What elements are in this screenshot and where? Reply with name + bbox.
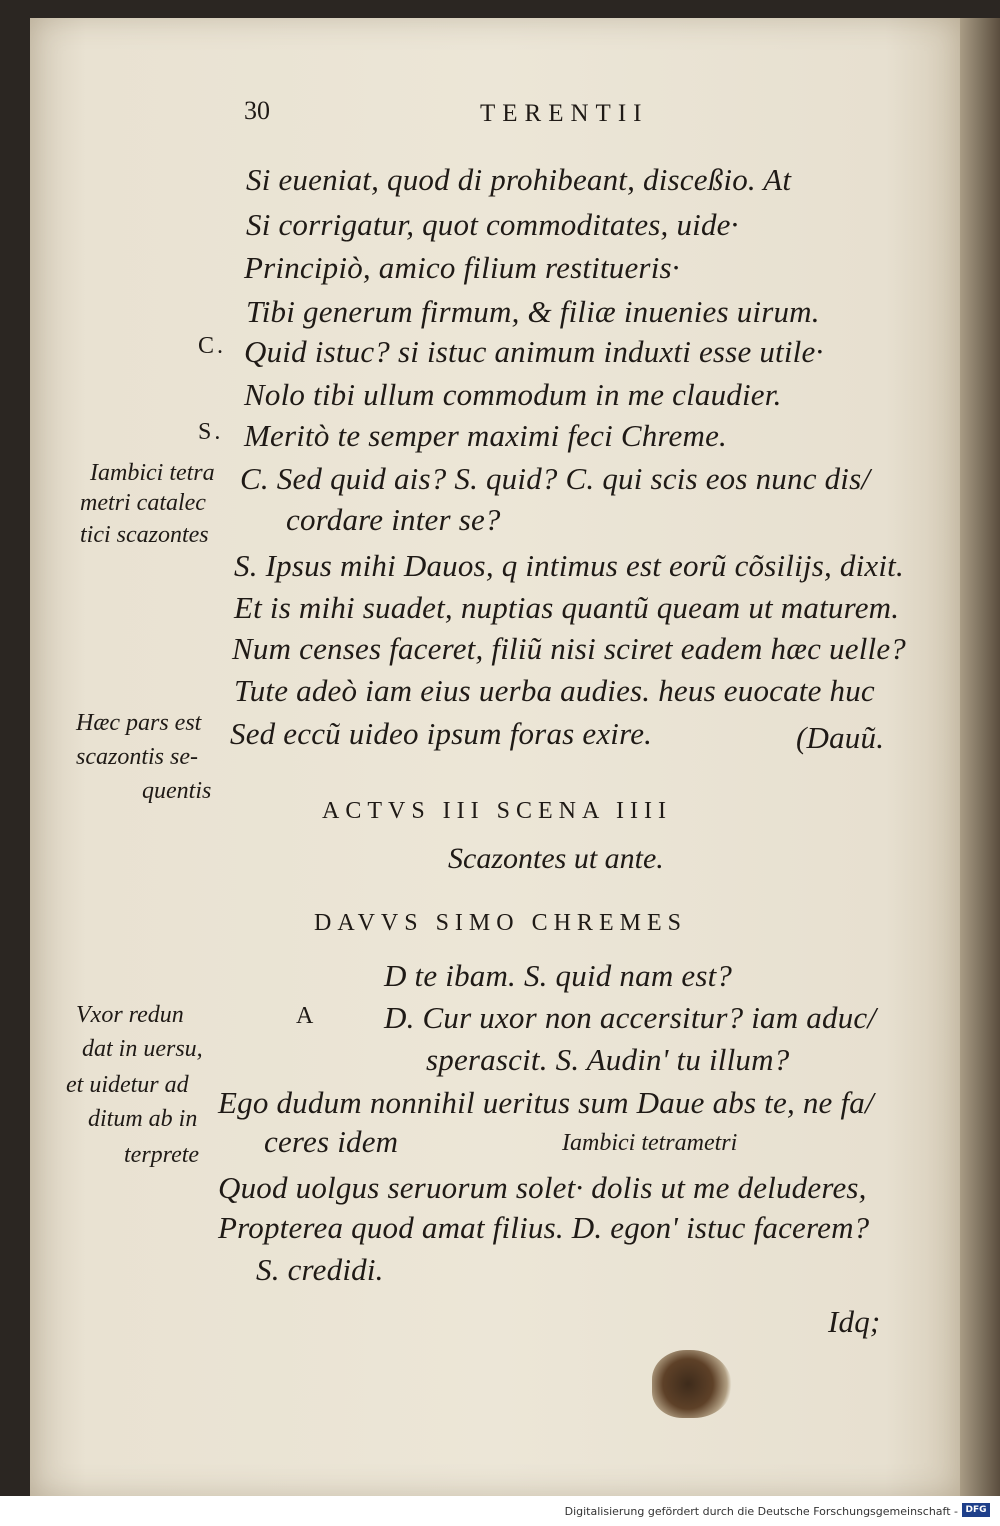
margin-note: Iambici tetra (90, 460, 215, 486)
cast-list: DAVVS SIMO CHREMES (314, 910, 687, 936)
verse-line: S. Ipsus mihi Dauos, q intimus est eorũ cõsilijs, dixit. (234, 548, 904, 583)
margin-note: dat in uersu, (82, 1036, 203, 1062)
verse-line: Quod uolgus seruorum solet· dolis ut me deluderes, (218, 1170, 867, 1205)
meter-note: Iambici tetrametri (562, 1130, 738, 1156)
footer-credit: Digitalisierung gefördert durch die Deutsche Forschungsgemeinschaft - (564, 1505, 958, 1518)
verse-line: Propterea quod amat filius. D. egon' istuc facerem? (218, 1210, 870, 1245)
margin-note: et uidetur ad (66, 1072, 189, 1098)
verse-line: cordare inter se? (286, 502, 501, 537)
verse-line: C. Sed quid ais? S. quid? C. qui scis eos nunc dis/ (240, 461, 871, 496)
verse-line: Tibi generum firmum, & filiæ inuenies uirum. (246, 294, 820, 329)
margin-note: quentis (142, 778, 212, 804)
verse-line: (Dauũ. (796, 720, 885, 755)
catchword: Idq; (828, 1304, 881, 1339)
meter-note: Scazontes ut ante. (448, 842, 664, 875)
verse-line: ceres idem (264, 1124, 399, 1159)
verse-line: Si corrigatur, quot commoditates, uide· (246, 207, 739, 242)
verse-line: D te ibam. S. quid nam est? (384, 958, 733, 993)
paper-stain (652, 1350, 732, 1418)
verse-line: Sed eccũ uideo ipsum foras exire. (230, 716, 653, 751)
margin-note: terprete (124, 1142, 200, 1168)
margin-note: Vxor redun (76, 1002, 184, 1028)
margin-note: scazontis se- (76, 744, 198, 770)
margin-note: metri catalec (80, 490, 206, 516)
verse-line: Et is mihi suadet, nuptias quantũ queam ut maturem. (234, 590, 900, 625)
verse-line: Quid istuc? si istuc animum induxti esse utile· (244, 334, 824, 369)
speaker-mark: S. (198, 419, 224, 445)
binding-edge (960, 18, 1000, 1496)
running-title: TERENTII (480, 100, 649, 127)
marginal-letter: A (296, 1003, 314, 1029)
verse-line: D. Cur uxor non accersitur? iam aduc/ (384, 1000, 877, 1035)
act-heading: ACTVS III SCENA IIII (322, 798, 672, 824)
page-number: 30 (244, 96, 270, 125)
verse-line: sperascit. S. Audin' tu illum? (426, 1042, 790, 1077)
margin-note: ditum ab in (88, 1106, 198, 1132)
margin-note: tici scazontes (80, 522, 209, 548)
verse-line: Ego dudum nonnihil ueritus sum Daue abs te, ne fa/ (218, 1085, 874, 1120)
verse-line: S. credidi. (256, 1252, 384, 1287)
verse-line: Si eueniat, quod di prohibeant, disceßio. At (246, 162, 792, 197)
verse-line: Tute adeò iam eius uerba audies. heus euocate huc (234, 673, 875, 708)
margin-note: Hæc pars est (76, 710, 202, 736)
verse-line: Meritò te semper maximi feci Chreme. (244, 418, 727, 453)
verse-line: Nolo tibi ullum commodum in me claudier. (244, 377, 782, 412)
verse-line: Principiò, amico filium restitueris· (244, 250, 680, 285)
verse-line: Num censes faceret, filiũ nisi sciret eadem hæc uelle? (232, 631, 906, 666)
dfg-logo: DFG (962, 1503, 990, 1517)
speaker-mark: C. (198, 333, 227, 359)
